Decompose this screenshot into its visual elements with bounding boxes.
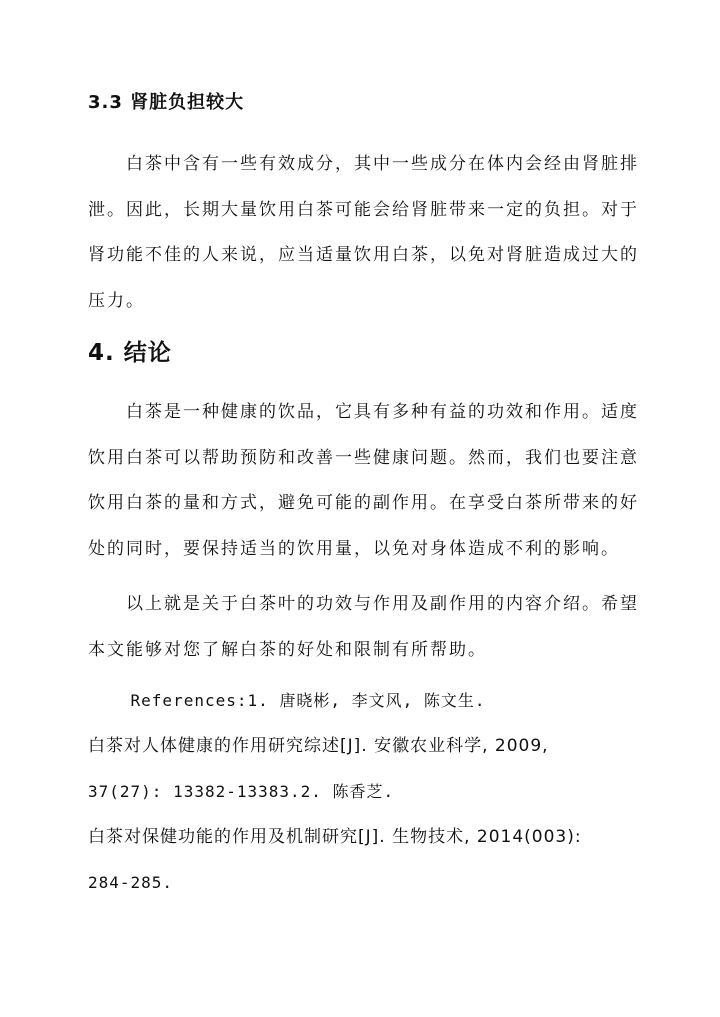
paragraph-summary (88, 582, 648, 673)
references-block (88, 678, 688, 906)
paragraph-line: 白茶中含有一些有效成分，其中一些成分在体内会经由肾脏排 (88, 154, 639, 174)
paragraph-line: 肾功能不佳的人来说，应当适量饮用白茶，以免对肾脏造成过大的 (88, 245, 639, 265)
paragraph-conclusion (88, 390, 648, 572)
paragraph-line: 本文能够对您了解白茶的好处和限制有所帮助。 (88, 639, 487, 660)
reference-line: 37(27): 13382-13383.2. 陈香芝. (88, 782, 395, 801)
paragraph-line: 压力。 (88, 290, 145, 311)
reference-line: 白茶对保健功能的作用及机制研究[J]. 生物技术, 2014(003): (88, 826, 582, 847)
reference-line: References:1. 唐晓彬, 李文风, 陈文生. (88, 691, 486, 710)
paragraph-line: 处的同时，要保持适当的饮用量，以免对身体造成不利的影响。 (88, 538, 620, 559)
reference-line: 284-285. (88, 873, 174, 892)
paragraph-line: 饮用白茶的量和方式，避免可能的副作用。在享受白茶所带来的好 (88, 493, 639, 513)
section-heading-conclusion: 4. 结论 (88, 340, 172, 366)
paragraph-kidney-burden (88, 142, 648, 324)
paragraph-line: 饮用白茶可以帮助预防和改善一些健康问题。然而，我们也要注意 (88, 447, 639, 468)
section-heading-3-3: 3.3 肾脏负担较大 (88, 92, 245, 113)
paragraph-line: 以上就是关于白茶叶的功效与作用及副作用的内容介绍。希望 (88, 594, 639, 614)
paragraph-line: 白茶是一种健康的饮品，它具有多种有益的功效和作用。适度 (88, 402, 639, 422)
paragraph-line: 泄。因此，长期大量饮用白茶可能会给肾脏带来一定的负担。对于 (88, 199, 639, 220)
reference-line: 白茶对人体健康的作用研究综述[J]. 安徽农业科学, 2009, (88, 735, 549, 756)
